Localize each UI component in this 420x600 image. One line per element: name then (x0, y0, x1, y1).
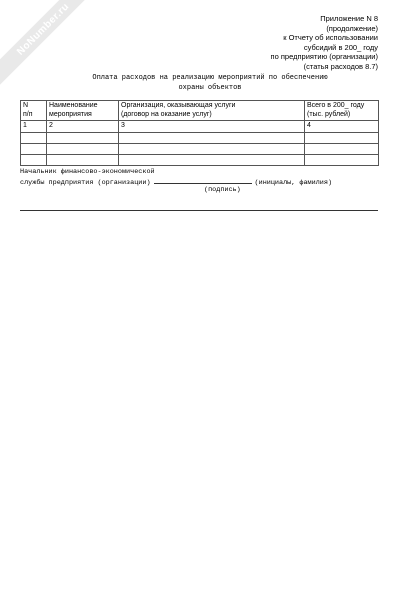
column-number: 1 (21, 121, 47, 133)
table-cell (119, 154, 305, 165)
table-cell (47, 154, 119, 165)
table-cell (119, 132, 305, 143)
signature-prefix: службы предприятия (организации) (20, 179, 151, 187)
table-cell (47, 132, 119, 143)
column-number: 4 (305, 121, 379, 133)
table-row (21, 143, 379, 154)
table-cell (119, 143, 305, 154)
header-line: Приложение N 8 (320, 14, 378, 23)
table-cell (47, 143, 119, 154)
expenses-table (20, 100, 379, 166)
signature-line-2 (20, 177, 332, 188)
header-cell-event: Наименование мероприятия (47, 101, 119, 121)
table-cell (21, 132, 47, 143)
header-line: (статья расходов 8.7) (303, 61, 378, 71)
header-line: (продолжение) (326, 23, 378, 33)
column-number: 3 (119, 121, 305, 133)
signature-suffix: (инициалы, фамилия) (254, 179, 333, 187)
table-cell (305, 143, 379, 154)
title-line-1: Оплата расходов на реализацию мероприятий по обеспечению (92, 74, 328, 82)
document-title (40, 74, 380, 93)
signature-blank (154, 177, 252, 184)
column-number-row (21, 121, 379, 133)
table-cell (21, 143, 47, 154)
header-cell-organization: Организация, оказывающая услуги (договор на оказание услуг) (119, 101, 305, 121)
column-number: 2 (47, 121, 119, 133)
header-line: к Отчету об использовании (283, 33, 378, 43)
signature-caption: (подпись) (204, 186, 241, 194)
bottom-divider (20, 210, 378, 211)
header-cell-total: Всего в 200_ году (тыс. рублей) (305, 101, 379, 121)
table-cell (305, 132, 379, 143)
header-line: субсидий в 200_ году (303, 42, 378, 52)
table-row (21, 154, 379, 165)
signature-block (20, 168, 332, 188)
watermark-text: NoNumber.ru (14, 0, 72, 58)
header-line: по предприятию (организации) (270, 52, 378, 62)
title-line-2: охраны объектов (178, 83, 242, 92)
signature-line-1: Начальник финансово-экономической (20, 168, 155, 176)
table-cell (21, 154, 47, 165)
header-cell-number: N п/п (21, 101, 47, 121)
table-header-row (21, 101, 379, 121)
table-cell (305, 154, 379, 165)
appendix-header (271, 14, 378, 72)
table-row (21, 132, 379, 143)
